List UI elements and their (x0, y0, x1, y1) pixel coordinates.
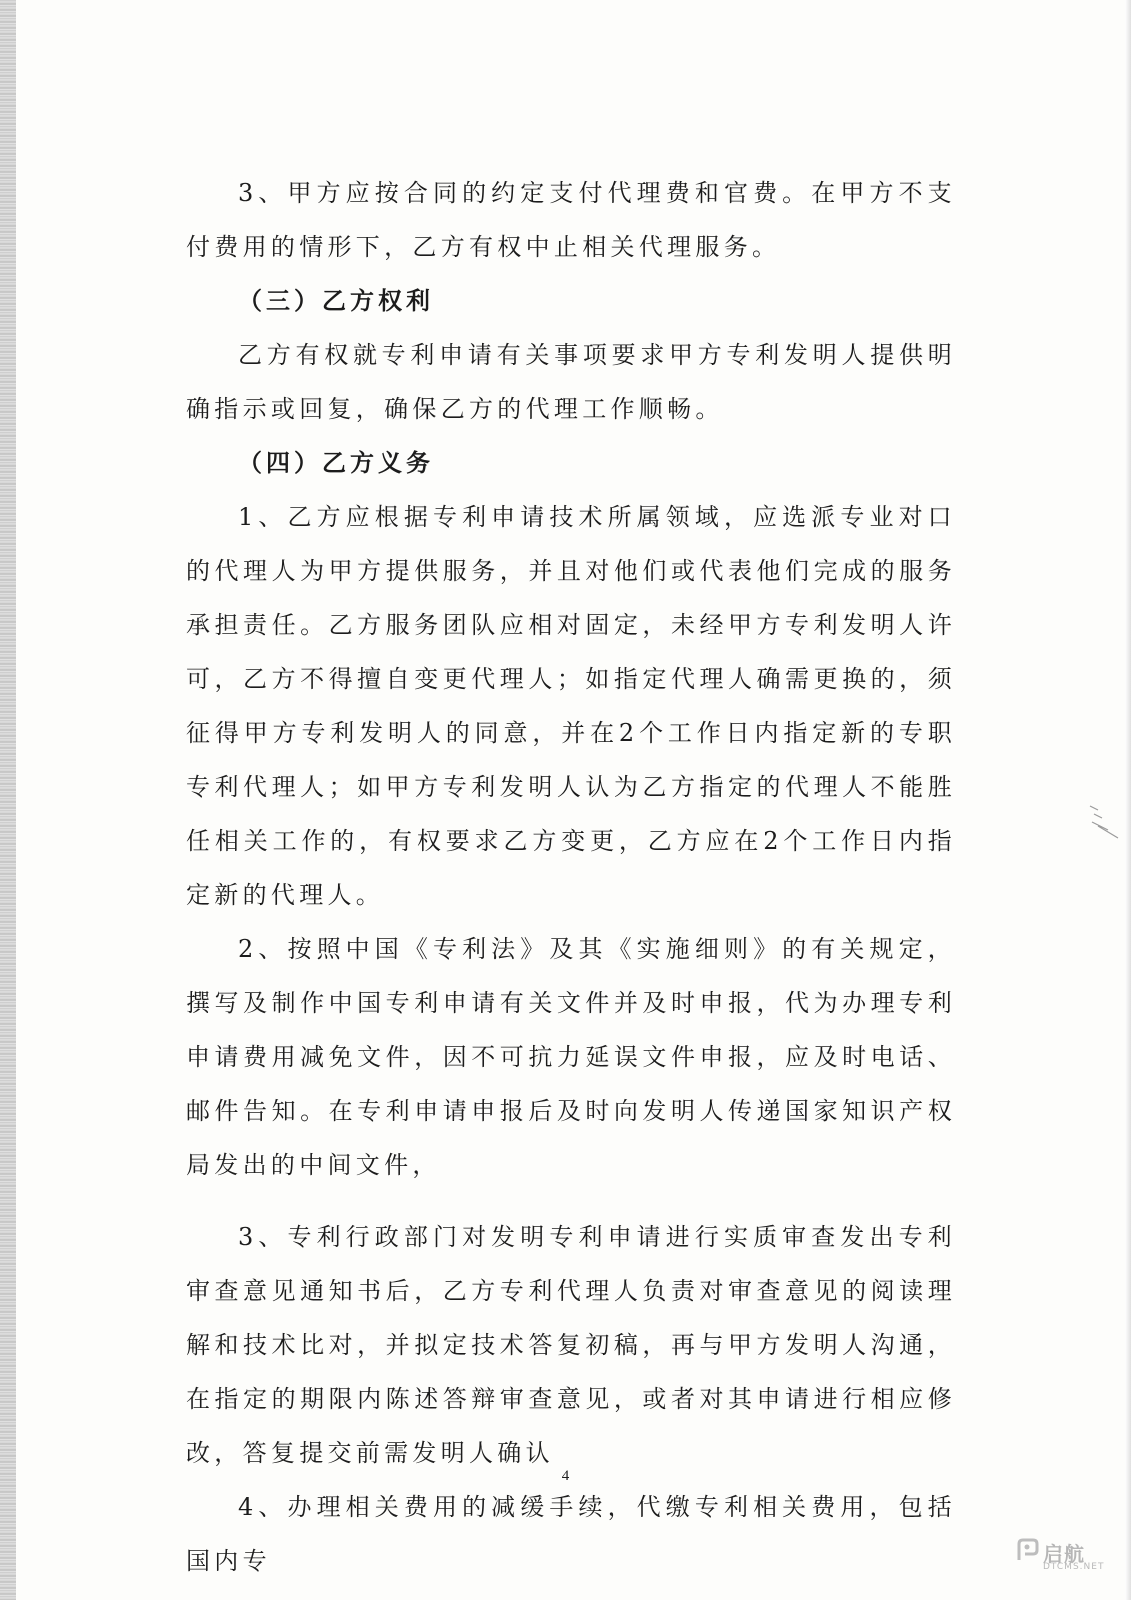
watermark-site: DTCMS.NET (1043, 1562, 1105, 1572)
watermark-logo-icon (1015, 1538, 1041, 1564)
section-heading-party-b-obligations: （四）乙方义务 (238, 449, 434, 477)
page-number: 4 (561, 1468, 570, 1484)
paragraph-obligation-3: 3、专利行政部门对发明专利申请进行实质审查发出专利审查意见通知书后，乙方专利代理人负责对审查意见的阅读理解和技术比对，并拟定技术答复初稿，再与甲方发明人沟通，在指定的期限内陈述答辩审查意见，或者对其申请进行相应修改，答复提交前需发明人确认 (186, 1223, 956, 1467)
paragraph-obligation-4: 4、办理相关费用的减缓手续，代缴专利相关费用，包括国内专 (186, 1493, 956, 1575)
watermark (1015, 1538, 1105, 1578)
scan-edge-left (0, 0, 16, 1600)
scan-edge-right (1125, 0, 1131, 1600)
document-body (186, 166, 956, 1588)
section-heading-party-b-rights: （三）乙方权利 (238, 287, 434, 315)
paragraph-clause-3-payment: 3、甲方应按合同的约定支付代理费和官费。在甲方不支付费用的情形下，乙方有权中止相关代理服务。 (186, 179, 956, 261)
paragraph-obligation-2: 2、按照中国《专利法》及其《实施细则》的有关规定，撰写及制作中国专利申请有关文件并及时申报，代为办理专利申请费用减免文件，因不可抗力延误文件申报，应及时电话、邮件告知。在专利申请申报后及时向发明人传递国家知识产权局发出的中间文件， (186, 935, 956, 1179)
paragraph-obligation-1: 1、乙方应根据专利申请技术所属领域，应选派专业对口的代理人为甲方提供服务，并且对他们或代表他们完成的服务承担责任。乙方服务团队应相对固定，未经甲方专利发明人许可，乙方不得擅自变更代理人；如指定代理人确需更换的，须征得甲方专利发明人的同意，并在2个工作日内指定新的专职专利代理人；如甲方专利发明人认为乙方指定的代理人不能胜任相关工作的，有权要求乙方变更，乙方应在2个工作日内指定新的代理人。 (186, 503, 956, 909)
watermark-brand: 启航 (1043, 1542, 1085, 1566)
paragraph-party-b-rights: 乙方有权就专利申请有关事项要求甲方专利发明人提供明确指示或回复，确保乙方的代理工作顺畅。 (186, 341, 956, 423)
margin-scribble-mark (1088, 800, 1122, 840)
